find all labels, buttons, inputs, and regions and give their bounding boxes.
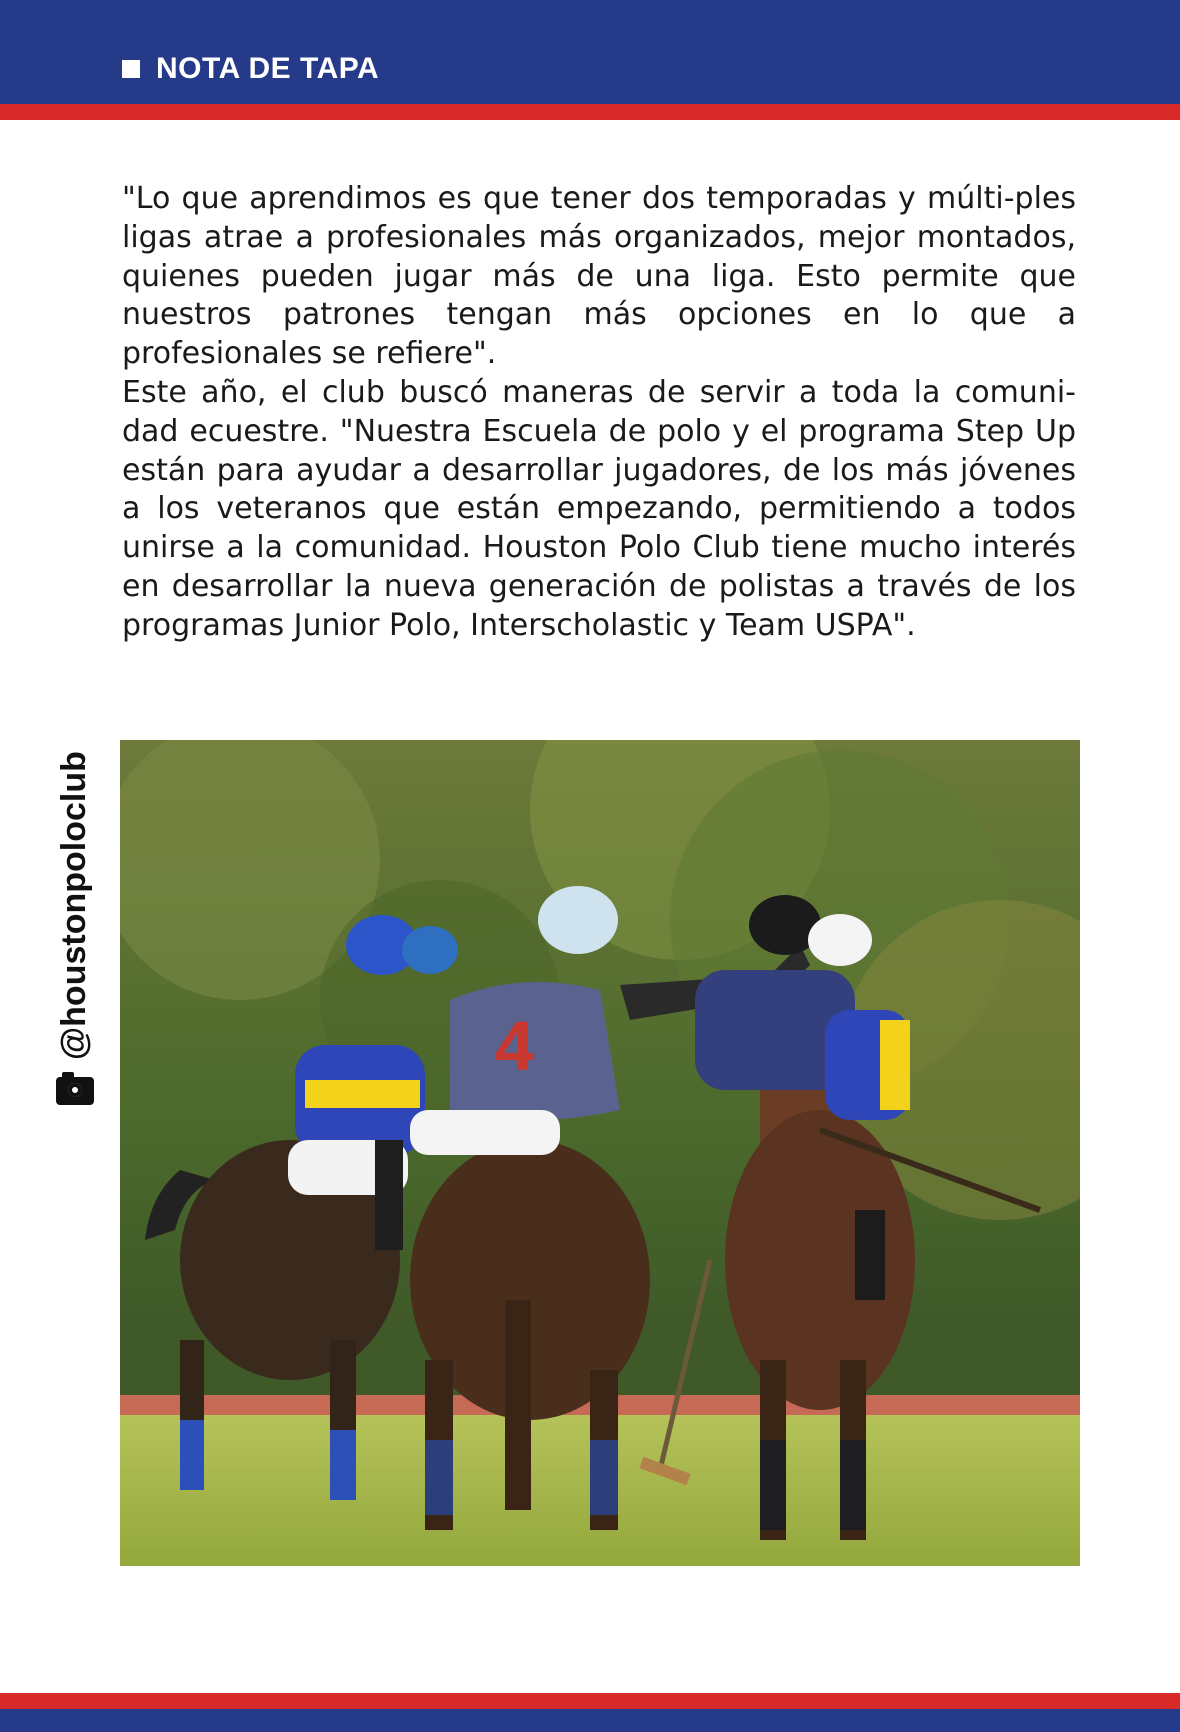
article-body (122, 180, 1076, 646)
svg-text:4: 4 (495, 1007, 534, 1085)
square-bullet-icon (122, 60, 140, 78)
section-label (122, 52, 379, 86)
footer-red-stripe (0, 1693, 1180, 1709)
article-paragraph-2: Este año, el club buscó maneras de servir a toda la comuni-dad ecuestre. "Nuestra Escuela de polo y el programa Step Up están para ayudar a desarrollar jugadores, de los más jóvenes a los veteranos que están empezando, permitiendo a todos unirse a la comunidad. Houston Polo Club tiene mucho interés en desarrollar la nueva generación de polistas a través de los programas Junior Polo, Interscholastic y Team USPA". (122, 374, 1076, 643)
social-handle-text: @houstonpoloclub (55, 751, 93, 1060)
footer-band (0, 1709, 1180, 1732)
section-label-text: NOTA DE TAPA (156, 52, 380, 85)
header-red-stripe (0, 104, 1180, 120)
camera-icon (56, 1077, 94, 1105)
polo-photo (120, 740, 1080, 1566)
article-paragraph-1: "Lo que aprendimos es que tener dos temporadas y múlti-ples ligas atrae a profesionales más organizados, mejor montados, quienes pueden jugar más de una liga. Esto permite que nuestros patrones tengan más opciones en lo que a profesionales se refiere". (122, 181, 1076, 372)
